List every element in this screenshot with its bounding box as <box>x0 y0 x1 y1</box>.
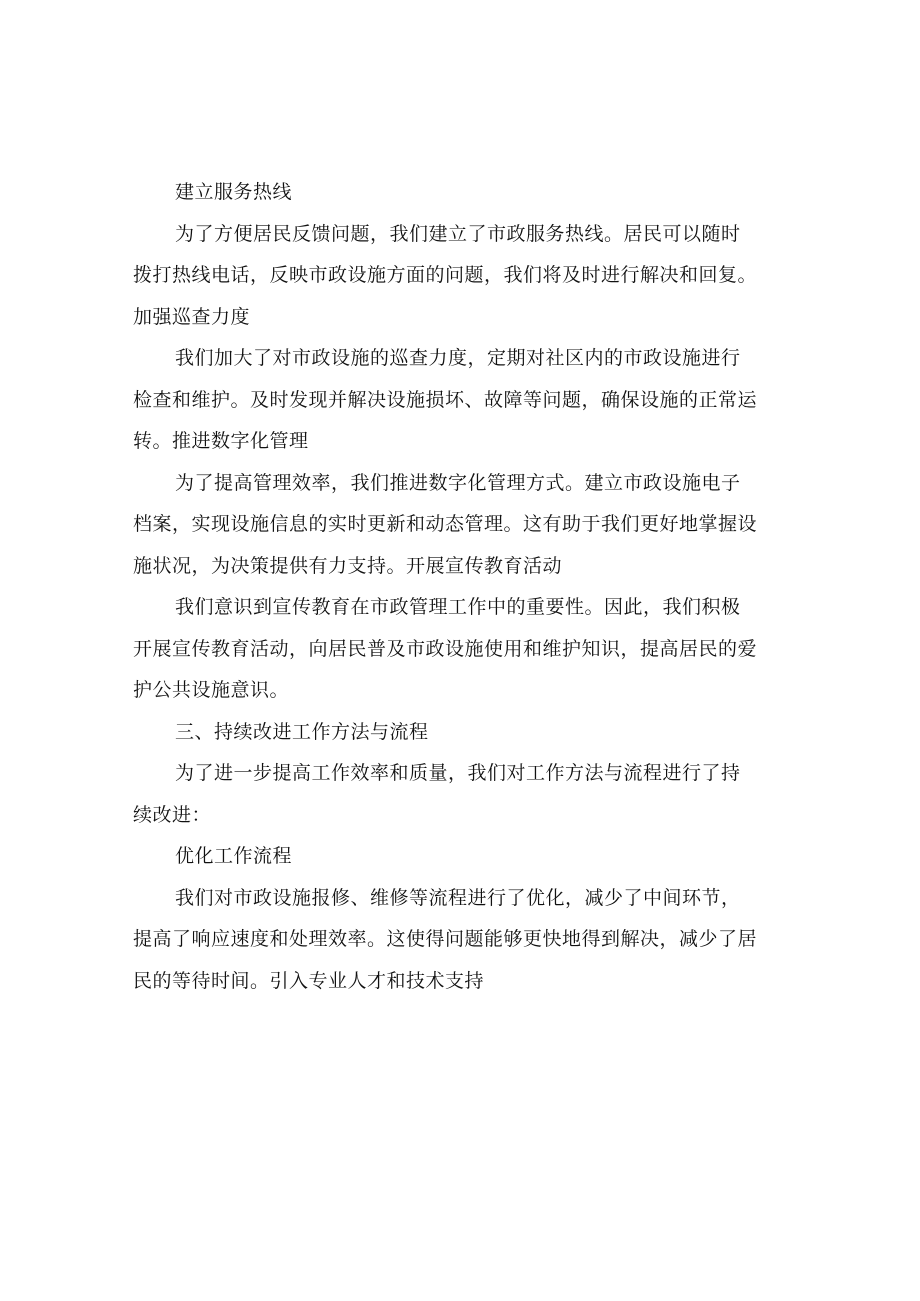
paragraph-line: 为了进一步提高工作效率和质量，我们对工作方法与流程进行了持 <box>175 762 741 784</box>
paragraph-line: 我们对市政设施报修、维修等流程进行了优化，减少了中间环节， <box>175 886 741 909</box>
paragraph-line: 护公共设施意识。 <box>133 679 290 701</box>
document-body <box>133 172 783 1002</box>
paragraph-line: 为了提高管理效率，我们推进数字化管理方式。建立市政设施电子 <box>175 471 741 494</box>
paragraph-line: 我们加大了对市政设施的巡查力度，定期对社区内的市政设施进行 <box>175 347 741 369</box>
paragraph-line: 拨打热线电话，反映市政设施方面的问题，我们将及时进行解决和回复。 <box>133 264 758 286</box>
heading-optimize-workflow: 优化工作流程 <box>175 845 293 867</box>
section-heading: 三、持续改进工作方法与流程 <box>175 720 429 743</box>
heading-service-hotline: 建立服务热线 <box>175 181 293 203</box>
paragraph-line: 档案，实现设施信息的实时更新和动态管理。这有助于我们更好地掌握设 <box>133 513 758 535</box>
paragraph-line: 提高了响应速度和处理效率。这使得问题能够更快地得到解决，减少了居 <box>133 928 758 950</box>
heading-inspection: 加强巡查力度 <box>133 305 251 328</box>
paragraph-line: 民的等待时间。引入专业人才和技术支持 <box>133 969 485 992</box>
paragraph-line: 开展宣传教育活动，向居民普及市政设施使用和维护知识，提高居民的爱 <box>133 637 758 660</box>
paragraph-line: 续改进： <box>133 803 212 826</box>
paragraph-line: 我们意识到宣传教育在市政管理工作中的重要性。因此，我们积极 <box>175 596 741 618</box>
paragraph-line: 检查和维护。及时发现并解决设施损坏、故障等问题，确保设施的正常运 <box>133 388 758 411</box>
paragraph-line: 为了方便居民反馈问题，我们建立了市政服务热线。居民可以随时 <box>175 222 741 245</box>
paragraph-line: 转。推进数字化管理 <box>133 430 309 452</box>
paragraph-line: 施状况，为决策提供有力支持。开展宣传教育活动 <box>133 554 563 577</box>
